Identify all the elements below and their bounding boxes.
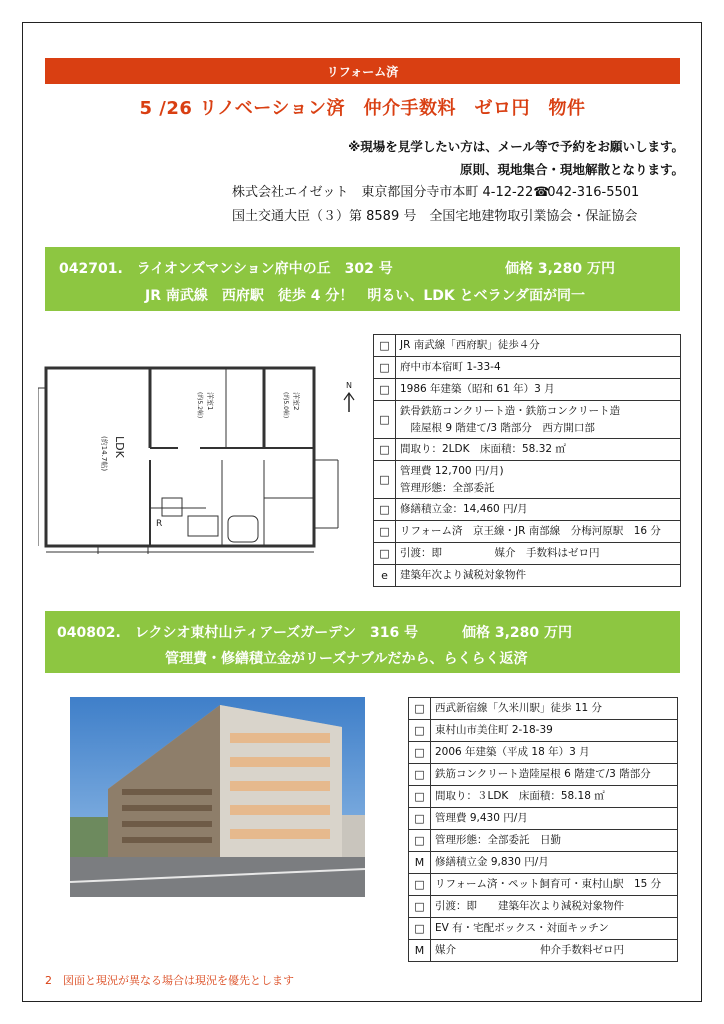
floorplan-diagram [38, 348, 358, 556]
compass-label: N [346, 381, 352, 390]
checkbox-mark: □ [409, 918, 431, 940]
company-info [232, 181, 639, 200]
detail-line: 媒介 仲介手数料ゼロ円 [435, 944, 624, 956]
checkbox-mark: □ [409, 830, 431, 852]
page-headline: 5 /26 リノベーション済 仲介手数料 ゼロ円 物件 [139, 98, 586, 119]
license-info: 国土交通大臣（３）第 8589 号 全国宅地建物取引業協会・保証協会 [232, 209, 638, 224]
detail-text [431, 698, 678, 720]
detail-text [431, 764, 678, 786]
checkbox-mark: M [409, 940, 431, 962]
property1-price: 価格 3,280 万円 [505, 261, 616, 277]
detail-line: 間取り：2LDK 床面積：58.32 ㎡ [400, 443, 566, 455]
detail-row [374, 543, 681, 565]
detail-row [409, 808, 678, 830]
footer-note: 2 図面と現況が異なる場合は現況を優先とします [45, 974, 294, 987]
floorplan-room2-label: 洋室2 [292, 392, 300, 411]
property2-details-table [408, 697, 678, 962]
detail-text [431, 918, 678, 940]
detail-line: 引渡：即 媒介 手数料はゼロ円 [400, 547, 600, 559]
detail-text [396, 499, 681, 521]
detail-line: 鉄骨鉄筋コンクリート造・鉄筋コンクリート造 [400, 404, 621, 417]
detail-text [396, 401, 681, 439]
detail-text [431, 852, 678, 874]
detail-row [409, 698, 678, 720]
floorplan-room1-label: 洋室1 [206, 392, 214, 411]
floorplan-fridge-label: R [156, 519, 163, 529]
checkbox-mark: □ [374, 543, 396, 565]
detail-line: 鉄筋コンクリート造陸屋根 6 階建て/3 階部分 [435, 768, 651, 780]
property2-price: 価格 3,280 万円 [462, 625, 573, 641]
floorplan-room2-size: (約5.0帖) [282, 392, 289, 419]
detail-row [374, 565, 681, 587]
detail-line: JR 南武線「西府駅」徒歩４分 [400, 339, 540, 351]
checkbox-mark: □ [374, 499, 396, 521]
detail-line: 府中市本宿町 1-33-4 [400, 361, 501, 373]
checkbox-mark: □ [409, 764, 431, 786]
detail-text [431, 896, 678, 918]
reform-badge: リフォーム済 [45, 58, 680, 84]
company-address: 株式会社エイゼット 東京都国分寺市本町 4-12-22 [232, 185, 534, 200]
detail-line: 陸屋根 9 階建て/3 階部分 西方開口部 [400, 421, 595, 434]
detail-line: 管理費 12,700 円/月) [400, 464, 504, 477]
checkbox-mark: □ [409, 896, 431, 918]
property2-tagline: 管理費・修繕積立金がリーズナブルだから、らくらく返済 [165, 651, 528, 667]
detail-text [431, 874, 678, 896]
detail-row [409, 918, 678, 940]
detail-text [396, 357, 681, 379]
property1-banner [45, 247, 680, 311]
detail-line: 2006 年建築（平成 18 年）3 月 [435, 746, 590, 758]
detail-row [374, 499, 681, 521]
detail-row [374, 357, 681, 379]
detail-row [409, 764, 678, 786]
detail-line: 管理形態：全部委託 [400, 481, 495, 494]
detail-line: EV 有・宅配ボックス・対面キッチン [435, 922, 609, 934]
detail-text [431, 808, 678, 830]
detail-row [374, 439, 681, 461]
checkbox-mark: □ [409, 874, 431, 896]
detail-row [409, 874, 678, 896]
detail-text [396, 565, 681, 587]
detail-line: 修繕積立金 9,830 円/月 [435, 856, 549, 868]
detail-line: リフォーム済 京王線・JR 南部線 分梅河原駅 16 分 [400, 525, 661, 537]
phone-icon: ☎ [533, 185, 550, 200]
detail-row [409, 896, 678, 918]
detail-text [431, 742, 678, 764]
detail-text [431, 720, 678, 742]
phone-number: 042-316-5501 [547, 185, 640, 200]
detail-line: リフォーム済・ペット飼育可・東村山駅 15 分 [435, 878, 662, 890]
detail-text [431, 786, 678, 808]
property2-title: 040802. レクシオ東村山ティアーズガーデン 316 号 [57, 625, 419, 641]
checkbox-mark: □ [374, 521, 396, 543]
checkbox-mark: □ [374, 335, 396, 357]
detail-row [409, 940, 678, 962]
checkbox-mark: □ [374, 461, 396, 499]
property1-tagline: JR 南武線 西府駅 徒歩 4 分！ 明るい、LDK とベランダ面が同一 [145, 288, 586, 304]
checkbox-mark: □ [409, 698, 431, 720]
detail-line: 東村山市美住町 2-18-39 [435, 724, 553, 736]
property1-details-table [373, 334, 681, 587]
detail-text [431, 940, 678, 962]
detail-row [374, 335, 681, 357]
detail-row [409, 720, 678, 742]
compass-icon [344, 393, 354, 412]
detail-text [396, 543, 681, 565]
floorplan-room1-size: (約5.2帖) [196, 392, 203, 419]
property1-title: 042701. ライオンズマンション府中の丘 302 号 [59, 261, 393, 277]
checkbox-mark: □ [409, 742, 431, 764]
detail-line: 建築年次より減税対象物件 [400, 569, 526, 581]
detail-line: 間取り：３LDK 床面積：58.18 ㎡ [435, 790, 605, 802]
detail-row [409, 786, 678, 808]
detail-text [396, 439, 681, 461]
checkbox-mark: □ [374, 379, 396, 401]
checkbox-mark: □ [409, 786, 431, 808]
detail-text [431, 830, 678, 852]
checkbox-mark: □ [409, 808, 431, 830]
floorplan-ldk-size: (約14.7帖) [100, 436, 108, 472]
detail-row [374, 379, 681, 401]
detail-line: 西武新宿線「久米川駅」徒歩 11 分 [435, 702, 603, 714]
detail-text [396, 379, 681, 401]
detail-text [396, 521, 681, 543]
checkbox-mark: □ [374, 357, 396, 379]
checkbox-mark: e [374, 565, 396, 587]
detail-line: 1986 年建築（昭和 61 年）3 月 [400, 383, 555, 395]
checkbox-mark: □ [374, 401, 396, 439]
detail-line: 管理費 9,430 円/月 [435, 812, 528, 824]
viewing-notice: ※現場を見学したい方は、メール等で予約をお願いします。 [348, 139, 684, 154]
detail-row [409, 830, 678, 852]
detail-text [396, 461, 681, 499]
detail-line: 引渡：即 建築年次より減税対象物件 [435, 900, 624, 912]
detail-line: 管理形態：全部委託 日勤 [435, 834, 561, 846]
detail-line: 修繕積立金：14,460 円/月 [400, 503, 528, 515]
checkbox-mark: □ [409, 720, 431, 742]
detail-row [374, 521, 681, 543]
property2-banner [45, 611, 680, 673]
checkbox-mark: □ [374, 439, 396, 461]
detail-row [409, 852, 678, 874]
detail-text [396, 335, 681, 357]
detail-row [374, 461, 681, 499]
detail-row [374, 401, 681, 439]
building-photo [70, 697, 365, 897]
checkbox-mark: M [409, 852, 431, 874]
floorplan-ldk-label: LDK [113, 436, 126, 458]
detail-row [409, 742, 678, 764]
meeting-notice: 原則、現地集合・現地解散となります。 [459, 162, 684, 177]
